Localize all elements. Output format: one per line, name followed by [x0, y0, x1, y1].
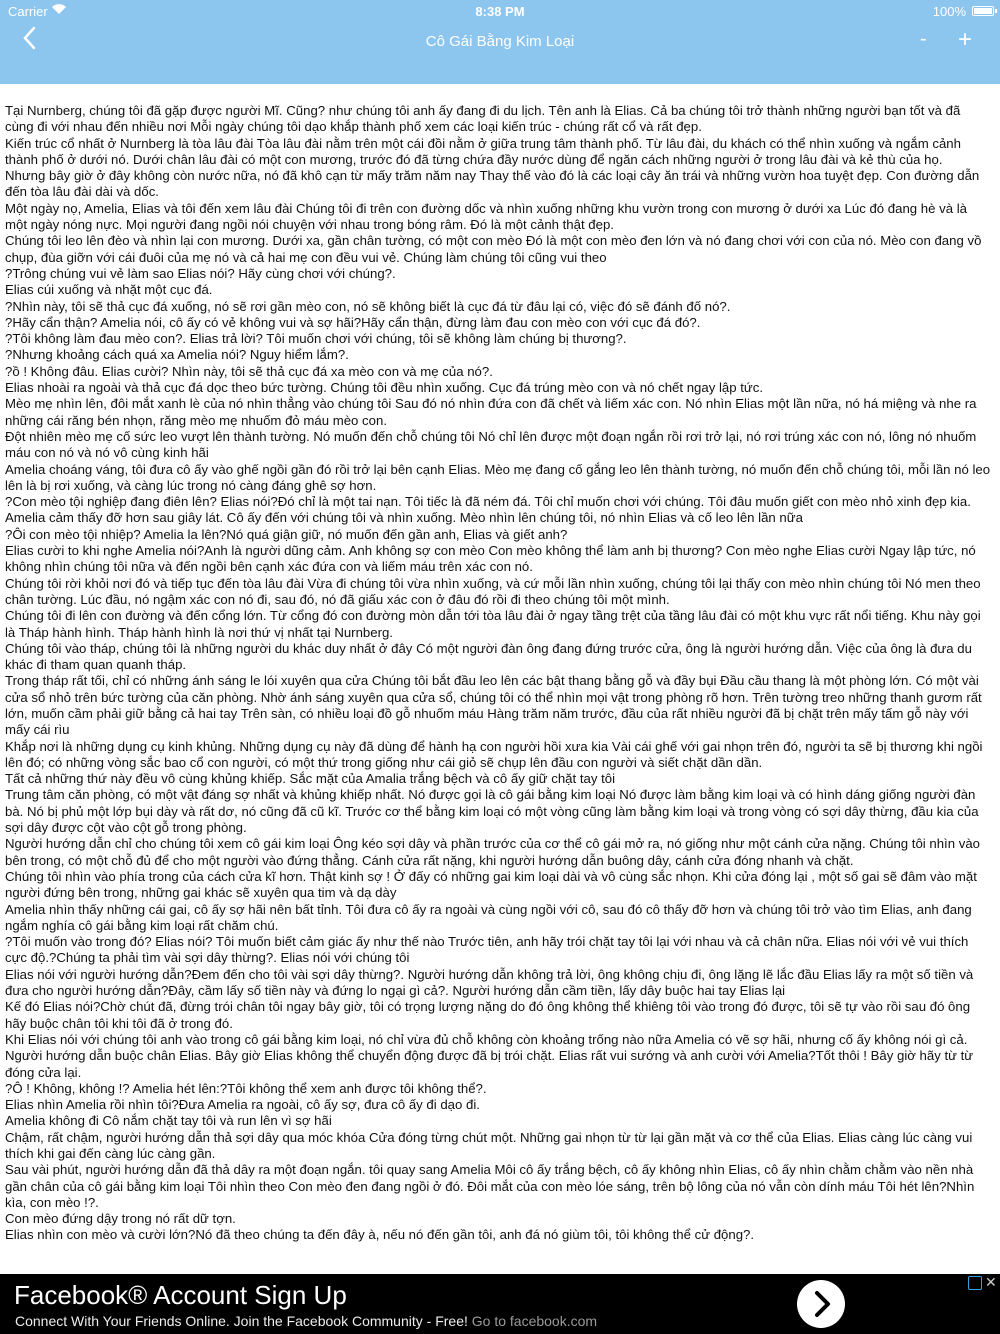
paragraph: Amelia nhìn thấy những cái gai, cô ấy sợ hãi nên bất tỉnh. Tôi đưa cô ấy ra ngoài và cùng ngồi với cô, sau đó cô thấy đỡ hơn và chúng tôi trở vào tìm Elias, anh đang ngắm nghía cô gái bằng kim loại rất chăm chú. [5, 901, 972, 933]
paragraph: Mèo mẹ nhìn lên, đôi mắt xanh lè của nó nhìn thẳng vào chúng tôi Sau đó nó nhìn đứa con đã chết và liếm xác con. Nó nhìn Elias một lần nữa, nó há miệng và nhe ra những cái răng bén nhọn, răng mèo mẹ nhuốm đỏ máu mèo con. [5, 396, 977, 428]
paragraph: Elias nói với người hướng dẫn?Đem đến cho tôi vài sợi dây thừng?. Người hướng dẫn không trả lời, ông không chịu đi, ông lặng lẽ lắc đầu Elias lấy ra một số tiền và đưa cho người hướng dẫn?Đây, cầm lấy số tiền này và đứng lo ngại gì cả?. Người hướng dẫn cầm tiền, lấy dây buộc hai tay Elias lại [5, 966, 974, 999]
paragraph: ?Con mèo tội nghiệp đang điên lên? Elias nói?Đó chỉ là một tai nạn. Tôi tiếc là đã ném đá. Tôi chỉ muốn chơi với chúng. Tôi đâu muốn giết con mèo nhỏ xinh đẹp kia. [5, 494, 971, 510]
paragraph: Chậm, rất chậm, người hướng dẫn thả sợi dây qua móc khóa Cửa đóng từng chút một. Những gai nhọn từ từ lại gần mặt và cơ thể của Elias. Elias càng lúc càng vui thích khi gai đến càng lúc càng gần. [5, 1129, 973, 1161]
paragraph: Elias cúi xuống và nhặt một cục đá. [5, 282, 213, 298]
paragraph: Elias nhìn Amelia rồi nhìn tôi?Đưa Amelia ra ngoài, cô ấy sợ, đưa cô ấy đi dạo đi. [5, 1097, 480, 1113]
paragraph: Đột nhiên mèo mẹ cố sức leo vượt lên thành tường. Nó muốn đến chỗ chúng tôi Nó chỉ lên được một đoạn ngắn rồi rơi trở lại, nó rơi trúng xác con nó, lông nó nhuốm máu con nó và nó vô cùng kinh hãi [5, 428, 977, 461]
ad-headline[interactable]: Facebook® Account Sign Up [14, 1280, 347, 1310]
paragraph: Chúng tôi đi lên con đường và đến cổng lớn. Từ cổng đó con đường mòn dẫn tới tòa lâu đài ở ngay tầng trệt của tầng lâu đài có một khu vực rất nổi tiếng. Khu này gọi là Tháp hành hình. Tháp hành hình là nơi thứ vị nhất tại Nurnberg. [5, 608, 981, 640]
paragraph: Chúng tôi rời khỏi nơi đó và tiếp tục đến tòa lâu đài Vừa đi chúng tôi vừa nhìn xuống, và cứ mỗi lần nhìn xuống, chúng tôi lại thấy con mèo nhìn chúng tôi Nó men theo chân tường. Lúc đầu, nó ngậm xác con nó đi, sau đó, nó đã giấu xác con ở đâu đó rồi đi theo chúng tôi một mình. [5, 575, 981, 607]
paragraph: Người hướng dẫn chỉ cho chúng tôi xem cô gái kim loại Ông kéo sợi dây và phần trước của cơ thể cô gái mở ra, nó giống như một cánh cửa nặng. Chúng tôi nhìn vào bên trong, có một chỗ đủ để cho một người vào đứng thẳng. Cánh cửa rất nặng, khi người hướng dẫn buông dây, cánh cửa đóng nhanh và chặt. [5, 836, 980, 868]
paragraph: Amelia cảm thấy đỡ hơn sau giây lát. Cô ấy đến với chúng tôi và nhìn xuống. Mèo nhìn lên chúng tôi, nó nhìn Elias và cố leo lên lần nữa [5, 510, 803, 526]
page-title: Cô Gái Bằng Kim Loại [425, 33, 575, 50]
carrier-label: Carrier [8, 4, 48, 19]
paragraph: Kiến trúc cổ nhất ở Nurnberg là tòa lâu đài Tòa lâu đài nằm trên một cái đồi nằm ở giữa trung tâm thành phố. Từ lâu đài, du khách có thể nhìn xuống và ngắm cảnh thành phố ở dưới nó. Dưới chân lâu đài có một con mương, trước đó đã từng chứa đầy nước dùng để ngăn cách những người ở trong lâu đài và kẻ thù của họ. [5, 135, 961, 167]
battery-tip [995, 9, 997, 13]
battery-icon [972, 6, 994, 16]
ad-banner[interactable] [0, 1274, 1000, 1334]
paragraph: ?Tôi muốn vào trong đó? Elias nói? Tôi muốn biết cảm giác ấy như thế nào Trước tiên, anh hãy trói chặt tay tôi lại với nhau và cả chân nữa. Elias nói với vẻ vui thích cực độ.?Chúng ta phải tìm vài sợi dây thừng?. Elias nói với chúng tôi [5, 934, 969, 966]
top-bar [0, 0, 1000, 84]
ad-subtext[interactable] [15, 1313, 597, 1329]
paragraph: Elias cười to khi nghe Amelia nói?Anh là người dũng cảm. Anh không sợ con mèo Con mèo không thể làm anh bị thương? Con mèo nghe Elias cười Ngay lập tức, nó không nhìn chúng tôi nữa và đến ngồi bên cạnh xác đứa con và liếm máu trên xác con nó. [5, 543, 976, 575]
paragraph: ?Tôi không làm đau mèo con?. Elias trả lời? Tôi muốn chơi với chúng, tôi sẽ không làm chúng bị thương?. [5, 331, 627, 347]
paragraph: Chúng tôi vào tháp, chúng tôi là những người du khác duy nhất ở đây Có một người đàn ông đang đứng trước cửa, ông là người hướng dẫn. Việc của ông là đưa du khác đi tham quan quanh tháp. [5, 640, 972, 673]
paragraph: Tất cả những thứ này đều vô cùng khủng khiếp. Sắc mặt của Amalia trắng bệch và cô ấy giữ chặt tay tôi [5, 771, 616, 787]
ad-link[interactable]: Go to facebook.com [471, 1313, 598, 1329]
paragraph: ?Nhưng khoảng cách quá xa Amelia nói? Nguy hiểm lắm?. [5, 347, 349, 363]
paragraph: Amelia không đi Cô nắm chặt tay tôi và run lên vì sợ hãi [5, 1113, 332, 1129]
paragraph: Amelia choáng váng, tôi đưa cô ấy vào ghế ngồi gần đó rồi trở lại bên cạnh Elias. Mèo mẹ đang cố gắng leo lên thành tường, nó muốn đến chỗ chúng tôi, mỗi lần nó leo lên là bị rơi xuống, và càng lúc trong nó càng đáng ghê sợ hơn. [5, 461, 991, 493]
ad-description: Connect With Your Friends Online. Join the Facebook Community - Free! [15, 1313, 468, 1329]
paragraph: ?Nhìn này, tôi sẽ thả cục đá xuống, nó sẽ rơi gần mèo con, nó sẽ không biết là cục đá từ đâu lại có, việc đó sẽ đánh đố nó?. [5, 298, 731, 314]
decrease-font-button[interactable]: - [920, 28, 927, 50]
article-body[interactable] [5, 103, 992, 1275]
paragraph: Elias nhìn con mèo và cười lớn?Nó đã theo chúng ta đến đây à, nếu nó đến gần tôi, anh đá nó giùm tôi, tôi không thể cử động?. [5, 1227, 755, 1243]
ad-close-button[interactable]: ✕ [985, 1274, 997, 1290]
navigation-bar [0, 22, 1000, 62]
paragraph: Chúng tôi leo lên đèo và nhìn lại con mương. Dưới xa, gần chân tường, có một con mèo Đó là một con mèo đen lớn và nó đang chơi với con của nó. Mèo con đang vồ chụp, đùa giỡn với cái đuôi của mẹ nó và cả hai mẹ con đều vui vẻ. Chúng làm chúng tôi cũng vui theo [5, 233, 982, 265]
arrow-right-circle-icon[interactable] [797, 1280, 845, 1328]
paragraph: ?ồ ! Không đâu. Elias cười? Nhìn này, tôi sẽ thả cục đá xa mèo con và mẹ của nó?. [5, 363, 493, 379]
paragraph: Nhưng bây giờ ở đây không còn nước nữa, nó đã khô cạn từ mấy trăm năm nay Thay thế vào đó là các loại cây ăn trái và những vườn hoa tuyệt đẹp. Con đường dẫn đến tòa lâu đài dài và dốc. [5, 168, 980, 200]
battery-percent: 100% [932, 4, 966, 19]
status-time: 8:38 PM [475, 4, 525, 19]
paragraph: Con mèo đứng dậy trong nó rất dữ tợn. [5, 1211, 236, 1227]
paragraph: Tại Nurnberg, chúng tôi đã gặp được người Mĩ. Cũng? như chúng tôi anh ấy đang đi du lịch. Tên anh là Elias. Cả ba chúng tôi trở thành những người bạn tốt và đã cùng đi với nhau đến nhiều nơi Mỗi ngày chúng tôi dạo khắp thành phố xem các loại kiến trúc - chúng rất cổ và rất đẹp. [5, 103, 961, 135]
paragraph: Kế đó Elias nói?Chờ chút đã, đừng trói chân tôi ngay bây giờ, tôi có trọng lượng nặng do đó ông không thể khiêng tôi vào trong đó được, tôi sẽ tự vào rồi sau đó ông hãy buộc chân tôi khi tôi đã ở trong đó. [5, 999, 971, 1031]
paragraph: Người hướng dẫn buộc chân Elias. Bây giờ Elias không thể chuyển động được đã bị trói chặt. Elias rất vui sướng và anh cười với Amelia?Tốt thôi ! Bây giờ hãy từ từ đóng cửa lại. [5, 1048, 974, 1080]
status-bar [0, 0, 1000, 22]
paragraph: ?Trông chúng vui vẻ làm sao Elias nói? Hãy cùng chơi với chúng?. [5, 265, 396, 281]
paragraph: ?Ôi con mèo tội nhiệp? Amelia la lên?Nó quá giận giữ, nó muốn đến gần anh, Elias và giết anh? [5, 526, 568, 542]
paragraph: Chúng tôi nhìn vào phía trong của cách cửa kĩ hơn. Thật kinh sợ ! Ở đấy có những gai kim loại dài và vô cùng sắc nhọn. Khi cửa đóng lại , một số gai sẽ đâm vào mặt người đứng bên trong, những gai khác sẽ xuyên qua tim và dạ dày [5, 868, 977, 901]
paragraph: ?Ô ! Không, không !? Amelia hét lên:?Tôi không thể xem anh được tôi không thể?. [5, 1080, 487, 1096]
paragraph: Trung tâm căn phòng, có một vật đáng sợ nhất và khủng khiếp nhất. Nó được gọi là cô gái bằng kim loại Nó được làm bằng kim loại và có hình dáng giống người đàn bà. Nó bị phủ một lớp bụi dày và rất dơ, nó cũng đã cũ kĩ. Trước cơ thể bằng kim loại có một vòng cũng làm bằng kim loại và trong vòng có sợi dây thừng, đầu kia của sợi dây được cột vào cột gỗ trong phòng. [5, 787, 979, 836]
paragraph: Khắp nơi là những dụng cụ kinh khủng. Những dụng cụ này đã dùng để hành hạ con người hồi xưa kia Vài cái ghế với gai nhọn trên đó, người ta sẽ bị thương khi ngồi lên đó; có những vòng sắc bao cổ con người, có một thứ trong giống như cái giỏ sẽ chụp lên đầu con người và siết chặt dần dần. [5, 738, 983, 770]
adchoices-icon[interactable] [968, 1276, 982, 1290]
paragraph: Elias nhoài ra ngoài và thả cục đá dọc theo bức tường. Chúng tôi đều nhìn xuống. Cục đá trúng mèo con và nó chết ngay lập tức. [5, 380, 763, 396]
paragraph: Một ngày nọ, Amelia, Elias và tôi đến xem lâu đài Chúng tôi đi trên con đường dốc và nhìn xuống những khu vườn trong con mương ở dưới xa Lúc đó đang hè và là một ngày nóng nực. Mọi người đang ngồi nói chuyện với nhau trong bóng râm. Đó là một cảnh thật đẹp. [5, 200, 967, 233]
increase-font-button[interactable]: + [958, 26, 973, 53]
paragraph: ?Hãy cẩn thận? Amelia nói, cô ấy có vẻ không vui và sợ hãi?Hãy cẩn thận, đừng làm đau con mèo con với cục đá đó?. [5, 314, 701, 330]
paragraph: Khi Elias nói với chúng tôi anh vào trong cô gái bằng kim loại, nó chỉ vừa đủ chỗ không còn khoảng trống nào nữa Amelia có vẽ sợ hãi, nhưng cố ấy không nói gì cả. [5, 1031, 968, 1047]
paragraph: Trong tháp rất tối, chỉ có những ánh sáng le lói xuyên qua cửa Chúng tôi bắt đầu leo lên các bật thang bằng gỗ và đầy bụi Đầu cầu thang là một phòng lớn. Có một vài cửa sổ nhỏ trên bức tường của căn phòng. Nhờ ánh sáng xuyên qua cửa sổ, chúng tôi có thể nhìn mọi vật trong phòng rõ hơn. Trên tường treo những thanh gươm rất lớn, muốn cầm phải giữ bằng cả hai tay Trên sàn, có nhiều loại đồ gỗ nhuốm máu Hàng trăm năm trước, đầu của rất nhiều người đã bị chặt trên mấy tấm gỗ này với mấy cái rìu [5, 673, 982, 738]
paragraph: Sau vài phút, người hướng dẫn đã thả dây ra một đoạn ngắn. tôi quay sang Amelia Môi cô ấy trắng bệch, cô ấy không nhìn Elias, cô ấy nhìn chằm chằm vào nền nhà gần chân của cô gái bằng kim loại Tôi nhìn theo Con mèo đen đang ngồi ở đó. Đôi mắt của con mèo lóe sáng, trên bộ lông của nó vẫn còn dính máu Tôi hét lên?Nhìn kìa, con mèo !?. [5, 1162, 975, 1210]
